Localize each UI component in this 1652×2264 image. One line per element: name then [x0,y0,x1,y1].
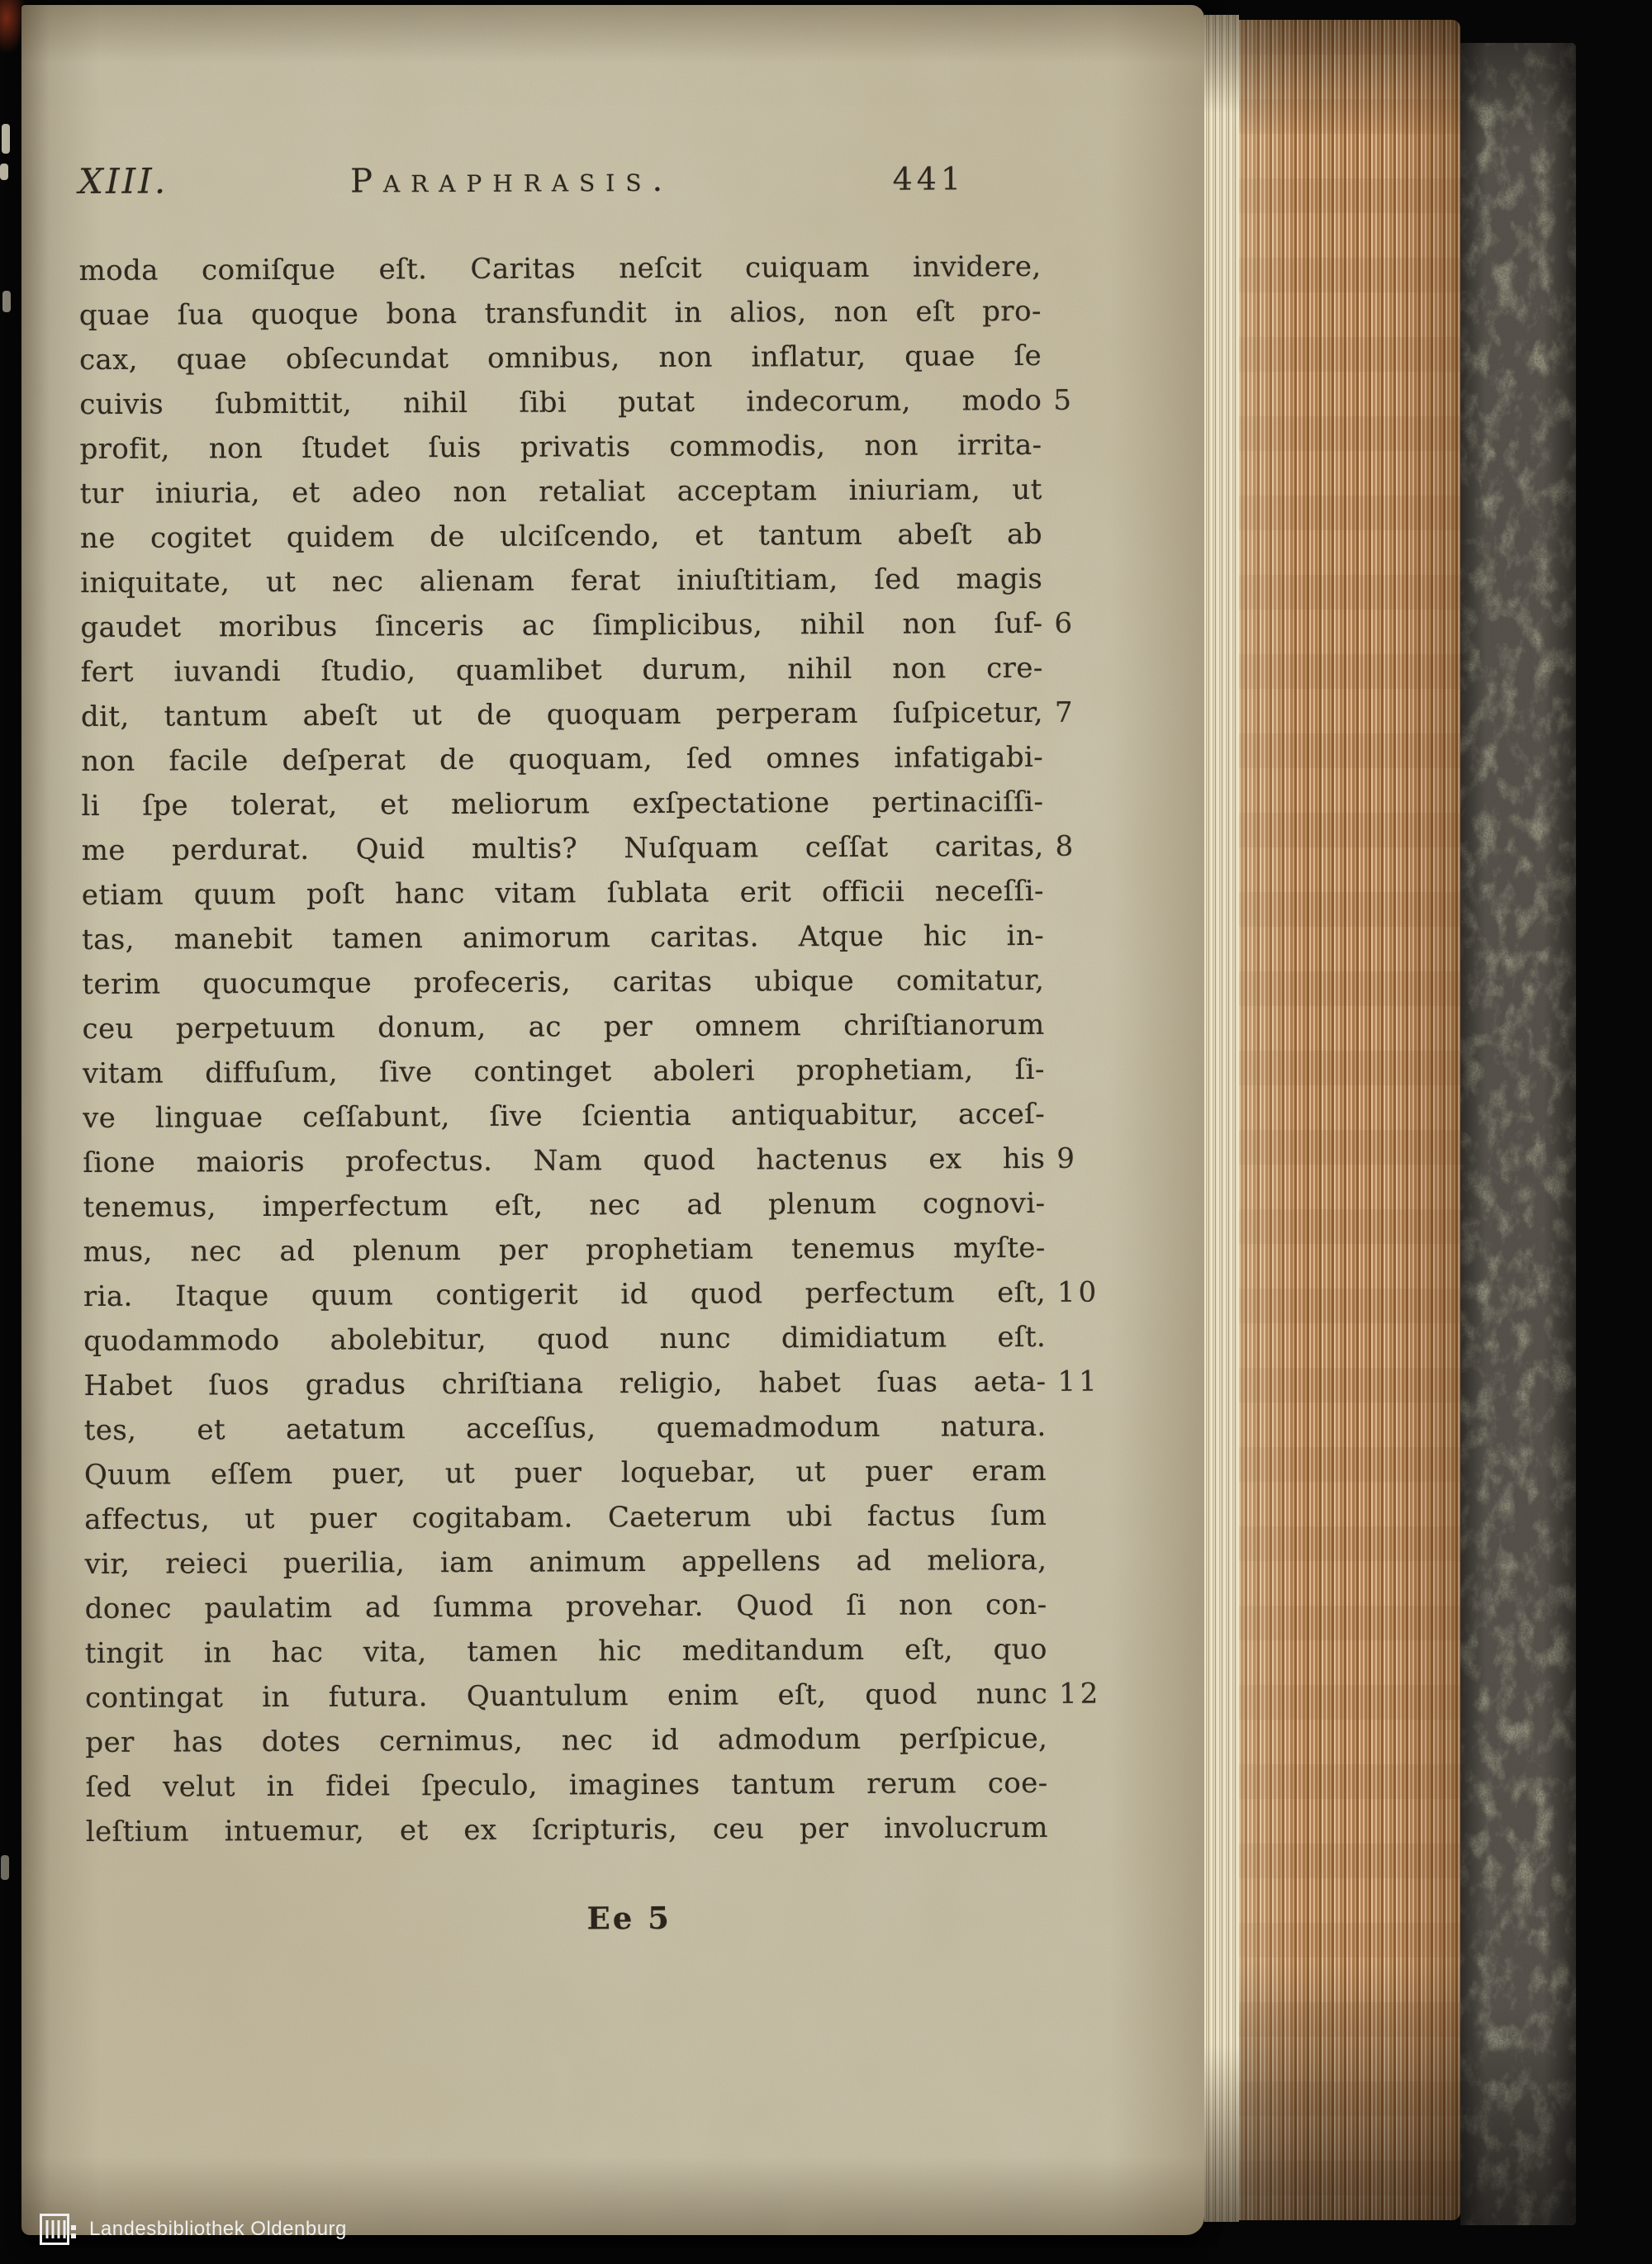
text-line [81,646,1043,695]
library-name: Landesbibliothek Oldenburg [89,2218,347,2240]
text-block [78,157,1102,1939]
text-line [84,1449,1047,1497]
text-line [83,1137,1079,1185]
line-text: vitam diffuſum, ſive continget aboleri prophetiam, ſi- [82,1052,1045,1090]
verse-number: 10 [1056,1275,1100,1309]
line-text: tas, manebit tamen animorum caritas. Atque hic in- [82,918,1045,956]
text-line [80,512,1042,561]
library-logo-icon [40,2214,78,2245]
text-line [79,378,1075,427]
line-text: contingat in futura. Quantulum enim eſt, quod nunc [85,1677,1048,1715]
text-line [80,601,1076,650]
running-title: Paraphrasis. [349,160,674,201]
line-text: li ſpe tolerat, et meliorum exſpectatione pertinaciſſi- [81,785,1044,823]
line-text: etiam quum poſt hanc vitam ſublata erit officii neceſſi- [81,874,1044,912]
line-text: tur iniuria, et adeo non retaliat acceptam iniuriam, ut [79,472,1042,510]
verse-number: 11 [1057,1365,1100,1398]
text-line [85,1627,1047,1676]
fore-edge-pages [1239,20,1460,2220]
book-page [21,5,1204,2235]
verse-number: 9 [1056,1141,1079,1175]
line-text: profit, non ſtudet ſuis privatis commodis, non irrita- [79,428,1042,466]
text-line [79,334,1042,382]
line-text: cuivis ſubmittit, nihil ſibi putat indecorum, modo [79,383,1042,421]
line-text: me perdurat. Quid multis? Nuſquam ceſſat caritas, [81,829,1044,867]
line-text: ceu perpetuum donum, ac per omnem chriſtianorum [82,1008,1045,1046]
line-text: fert iuvandi ſtudio, quamlibet durum, nihil non cre- [80,651,1043,689]
text-line [86,1806,1048,1854]
text-line [79,423,1042,472]
text-line [82,869,1044,918]
verse-number: 8 [1055,829,1077,863]
marbled-cover [1460,43,1576,2225]
verse-number: 5 [1053,383,1075,417]
text-line [83,1360,1100,1408]
text-line [85,1761,1047,1810]
line-text: iniquitate, ut nec alienam ferat iniuſtitiam, ſed magis [80,562,1043,600]
text-line [83,1270,1100,1319]
line-text: Quum eſſem puer, ut puer loquebar, ut puer eram [83,1454,1047,1492]
text-line [83,1047,1045,1096]
line-text: ne cogitet quidem de ulciſcendo, et tantum abeſt ab [79,517,1043,555]
line-text: Habet ſuos gradus chriſtiana religio, habet ſuas aeta- [83,1365,1047,1403]
text-line [80,691,1076,739]
body-text [78,244,1102,1854]
text-line [82,1003,1044,1051]
line-text: quae ſua quoque bona transfundit in alios, non eſt pro- [78,294,1042,332]
verse-number: 12 [1059,1677,1102,1711]
line-text: gaudet moribus ſinceris ac ſimplicibus, nihil non ſuf- [80,606,1043,644]
page-edges-inner [1204,15,1239,2222]
text-line [84,1493,1047,1542]
line-text: ve linguae ceſſabunt, ſive ſcientia antiquabitur, acceſ- [82,1097,1046,1135]
page-number: 441 [892,160,966,197]
line-text: cax, quae obſecundat omnibus, non inflatur, quae ſe [78,339,1042,377]
line-text: terim quocumque profeceris, caritas ubique comitatur, [82,963,1045,1001]
line-text: ſed velut in fidei ſpeculo, imagines tantum rerum coe- [85,1766,1048,1804]
line-text: ſione maioris profectus. Nam quod hactenus ex his [83,1141,1046,1179]
text-line [83,1315,1046,1364]
text-line [85,1672,1102,1721]
text-line [82,958,1044,1007]
line-text: affectus, ut puer cogitabam. Caeterum ubi factus ſum [84,1498,1047,1536]
facing-page-edge-mark [0,164,8,180]
text-line [81,824,1077,873]
line-text: quodammodo abolebitur, quod nunc dimidiatum eſt. [83,1320,1047,1358]
page-header [78,157,1041,201]
line-text: dit, tantum abeſt ut de quoquam perperam ſuſpicetur, [80,695,1044,733]
text-line [82,914,1044,962]
line-text: vir, reieci puerilia, iam animum appellens ad meliora, [84,1543,1047,1581]
text-line [84,1538,1047,1587]
line-text: per has dotes cernimus, nec id admodum perſpicue, [85,1721,1048,1759]
text-line [81,780,1043,828]
line-text: moda comiſque eſt. Caritas neſcit cuiquam invidere, [78,249,1042,287]
text-line [78,244,1041,293]
line-text: tingit in hac vita, tamen hic meditandum eſt, quo [84,1632,1047,1670]
line-text: tes, et aetatum acceſſus, quemadmodum natura. [83,1409,1047,1447]
text-line [83,1092,1045,1141]
verse-number: 7 [1054,695,1076,729]
text-line [83,1226,1046,1274]
text-line [80,557,1042,605]
facing-page-edge-mark [2,291,11,312]
line-text: leſtium intuemur, et ex ſcripturis, ceu per involucrum [85,1811,1048,1849]
cover-shading [1460,43,1576,2225]
text-line [80,468,1042,516]
signature-mark: Ee 5 [586,1899,672,1937]
text-line [81,735,1043,784]
line-text: non facile deſperat de quoquam, ſed omnes infatigabi- [81,740,1044,778]
text-line [85,1716,1047,1765]
line-text: ria. Itaque quum contigerit id quod perfectum eſt, [83,1275,1047,1313]
facing-page-edge-mark [1,1855,9,1880]
line-text: donec paulatim ad ſumma provehar. Quod ſi non con- [84,1588,1047,1626]
text-line [79,289,1042,338]
library-watermark [40,2214,347,2245]
facing-page-edge-mark [2,124,10,154]
text-line [83,1181,1045,1230]
text-line [84,1404,1047,1453]
line-text: tenemus, imperfectum eſt, nec ad plenum cognovi- [83,1186,1046,1224]
line-text: mus, nec ad plenum per prophetiam tenemus myſte- [83,1231,1046,1269]
verse-number: 6 [1054,606,1076,640]
text-line [85,1583,1047,1631]
chapter-number: XIII. [78,160,169,202]
